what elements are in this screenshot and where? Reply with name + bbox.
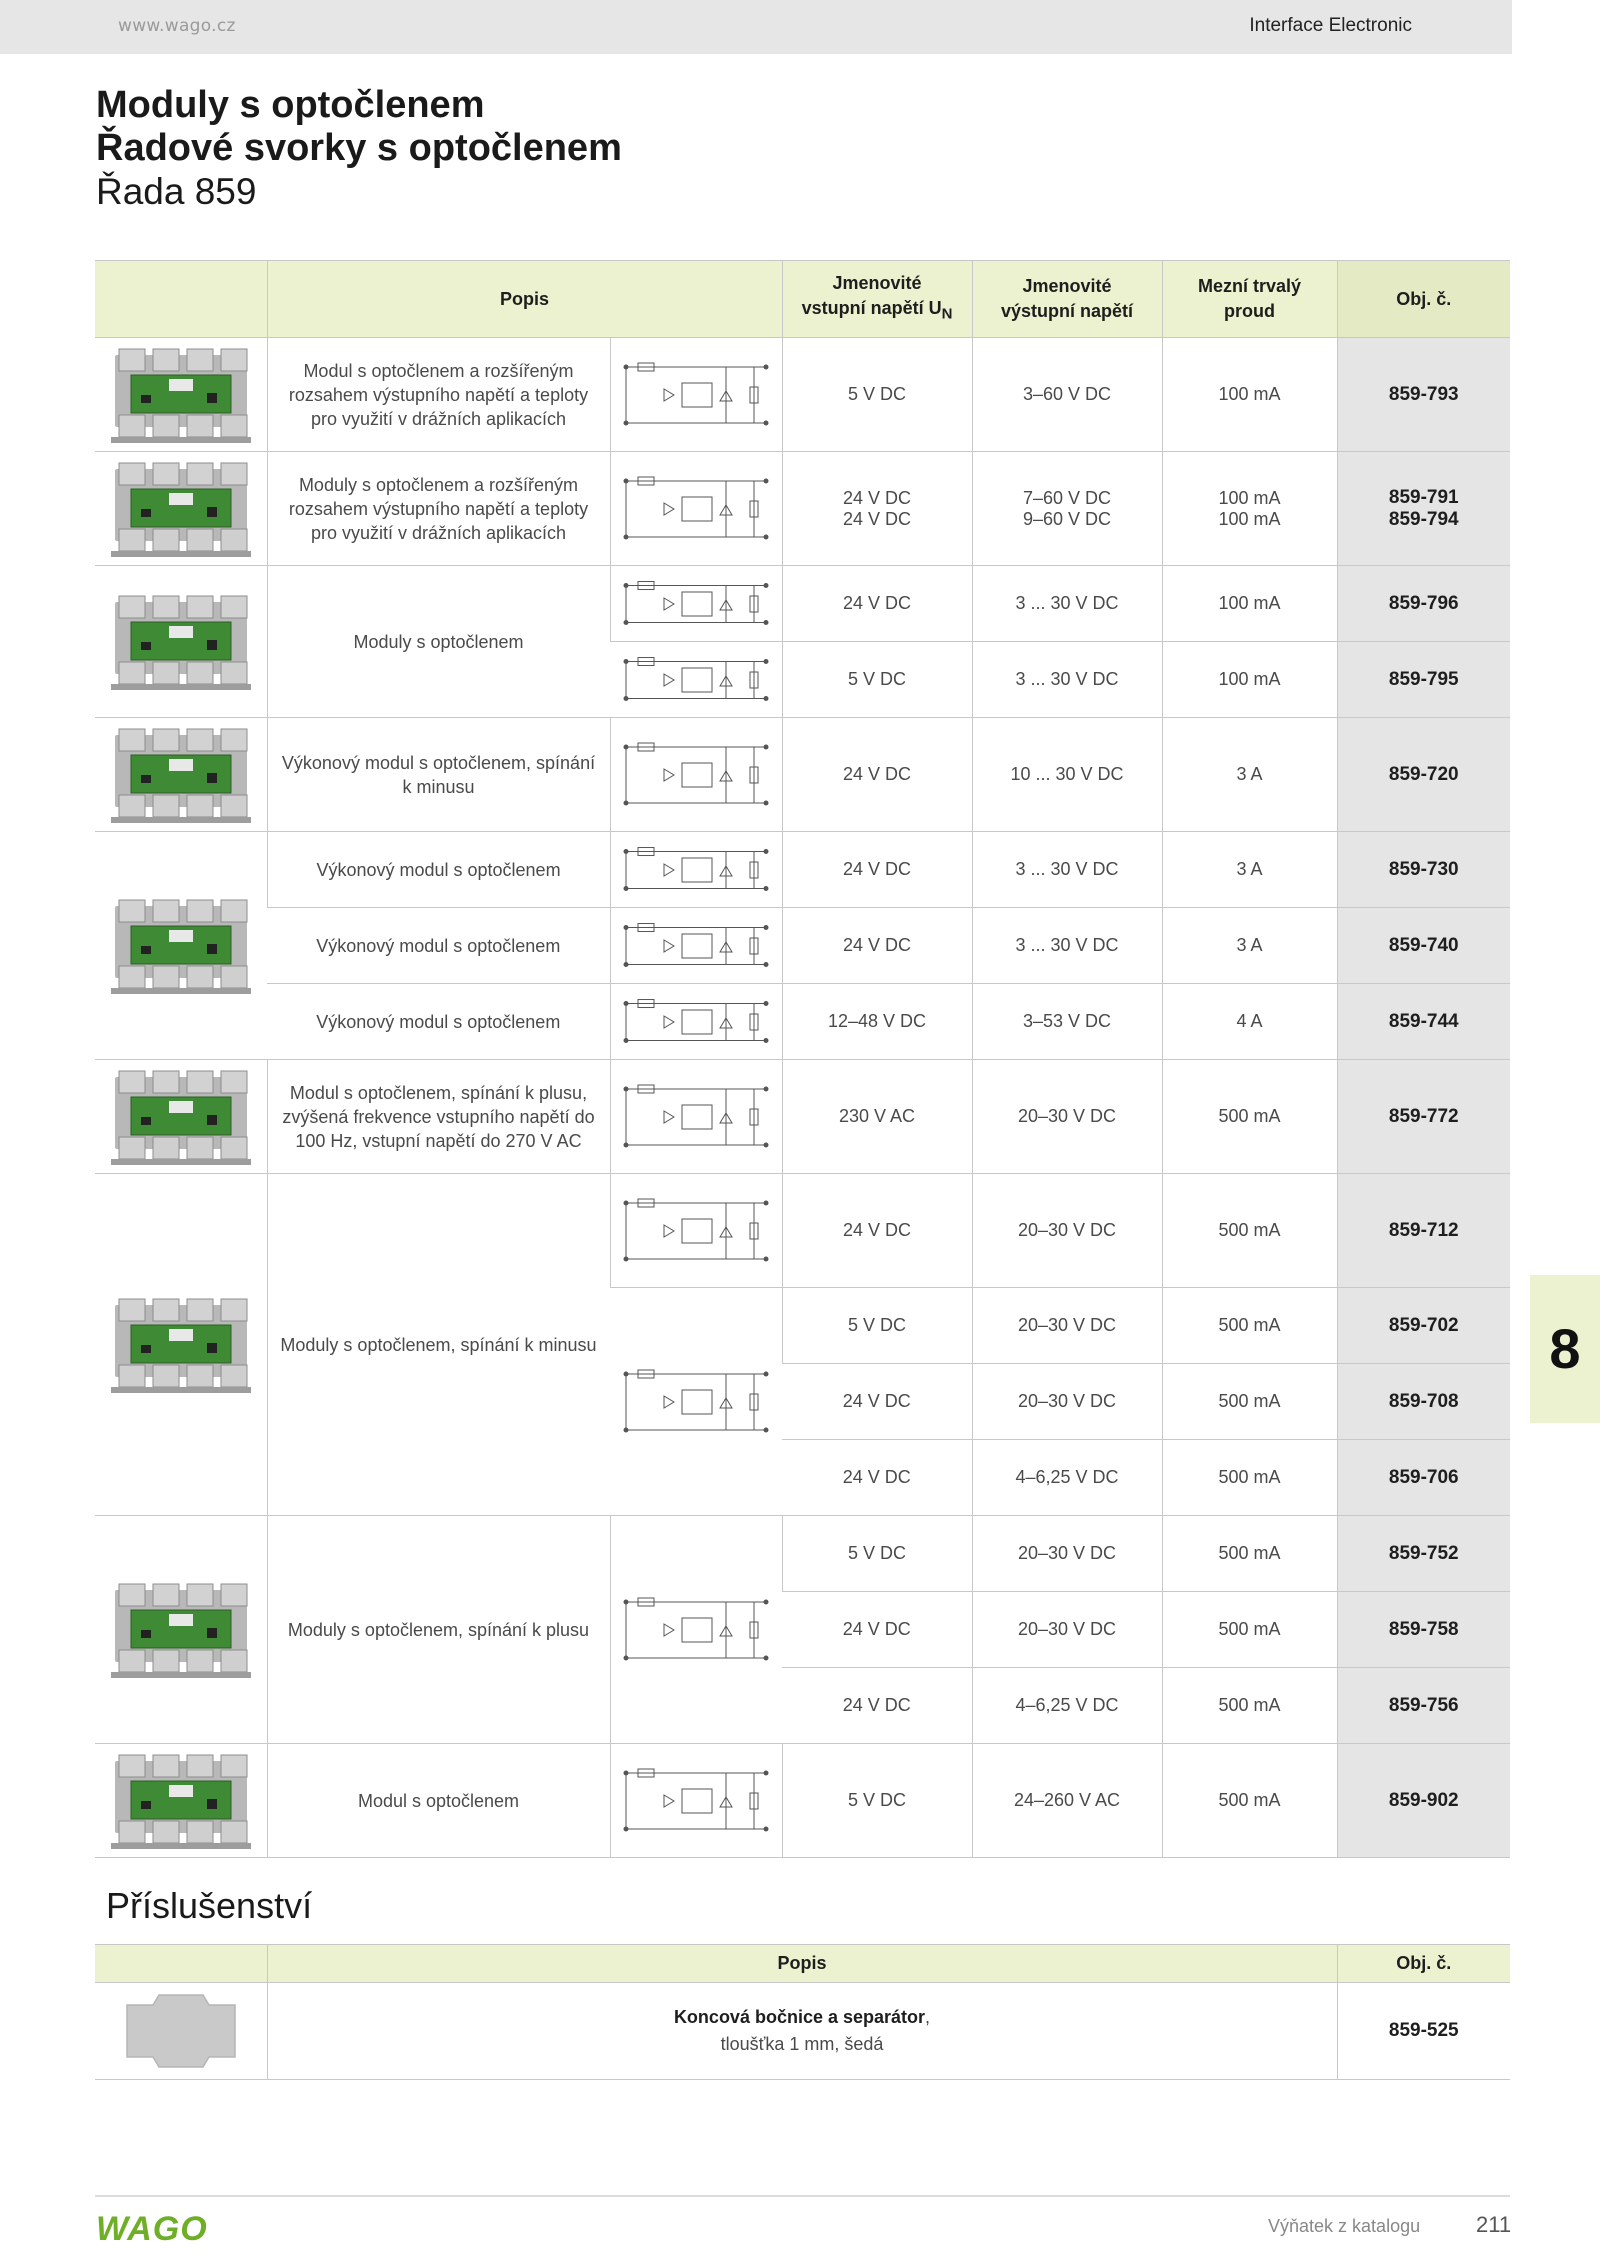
header-current-line1: Mezní trvalý [1197, 276, 1302, 296]
output-voltage: 3 ... 30 V DC [972, 908, 1162, 984]
order-number-b[interactable]: 859-794 [1388, 508, 1459, 530]
current: 500 mA [1162, 1174, 1337, 1288]
current: 500 mA [1162, 1440, 1337, 1516]
current: 100 mA [1162, 338, 1337, 452]
header-description: Popis [267, 261, 782, 338]
row-description: Výkonový modul s optočlenem [267, 832, 610, 908]
wago-logo: WAGO [96, 2210, 208, 2248]
accessories-title: Příslušenství [106, 1885, 313, 1926]
input-voltage: 5 V DC [782, 338, 972, 452]
table-row [95, 908, 1510, 984]
product-image [95, 1516, 267, 1744]
product-table [95, 260, 1510, 1858]
current: 100 mA [1162, 566, 1337, 642]
header-output-voltage [972, 261, 1162, 338]
row-description: Modul s optočlenem [267, 1744, 610, 1858]
header-input-voltage [782, 261, 972, 338]
table-row [95, 452, 1510, 566]
accessories-header-row [95, 1945, 1510, 1983]
section-title: Interface Electronic [1249, 15, 1412, 36]
table-row [95, 1174, 1510, 1288]
order-number[interactable]: 859-902 [1337, 1744, 1510, 1858]
current-a: 100 mA [1218, 487, 1281, 508]
circuit-diagram [610, 642, 782, 718]
current: 500 mA [1162, 1364, 1337, 1440]
row-description: Modul s optočlenem, spínání k plusu, zvýšená frekvence vstupního napětí do 100 Hz, vstupní napětí do 270 V AC [267, 1060, 610, 1174]
series-title: Řada 859 [96, 171, 257, 212]
output-voltage: 3 ... 30 V DC [972, 642, 1162, 718]
output-voltage: 20–30 V DC [972, 1060, 1162, 1174]
circuit-diagram [610, 1174, 782, 1288]
order-number[interactable]: 859-793 [1337, 338, 1510, 452]
circuit-diagram [610, 338, 782, 452]
output-voltage: 4–6,25 V DC [972, 1440, 1162, 1516]
circuit-diagram [610, 566, 782, 642]
acc-header-description: Popis [267, 1945, 1337, 1983]
circuit-diagram [610, 984, 782, 1060]
order-number-a[interactable]: 859-791 [1388, 486, 1459, 508]
page-number: 211 [1476, 2212, 1512, 2237]
input-voltage: 24 V DC [782, 718, 972, 832]
page-subtitle: Řadové svorky s optočlenem [96, 127, 622, 169]
output-voltage: 3–53 V DC [972, 984, 1162, 1060]
current: 3 A [1162, 832, 1337, 908]
top-bar [0, 0, 1512, 54]
output-voltage: 3–60 V DC [972, 338, 1162, 452]
table-row [95, 718, 1510, 832]
product-image [95, 452, 267, 566]
product-image [95, 1744, 267, 1858]
order-number[interactable]: 859-712 [1337, 1174, 1510, 1288]
accessory-row [95, 1983, 1510, 2080]
row-description: Moduly s optočlenem, spínání k minusu [267, 1174, 610, 1516]
acc-header-order: Obj. č. [1337, 1945, 1510, 1983]
input-voltage: 12–48 V DC [782, 984, 972, 1060]
output-voltage [972, 452, 1162, 566]
header-image [95, 261, 267, 338]
output-voltage: 20–30 V DC [972, 1174, 1162, 1288]
header-current [1162, 261, 1337, 338]
order-number[interactable]: 859-795 [1337, 642, 1510, 718]
product-image [95, 832, 267, 1060]
input-voltage-b: 24 V DC [843, 508, 912, 529]
header-output-line1: Jmenovité [1022, 276, 1112, 296]
current-b: 100 mA [1218, 508, 1281, 529]
header-input-line1: Jmenovité [832, 273, 922, 294]
circuit-diagram [610, 1060, 782, 1174]
product-image [95, 338, 267, 452]
row-description: Modul s optočlenem a rozšířeným rozsahem výstupního napětí a teploty pro využití v drážních aplikacích [267, 338, 610, 452]
footer-text: Výňatek z katalogu [1268, 2216, 1421, 2236]
current: 500 mA [1162, 1668, 1337, 1744]
page-title-block [96, 84, 622, 213]
output-voltage: 4–6,25 V DC [972, 1668, 1162, 1744]
input-voltage: 5 V DC [782, 1288, 972, 1364]
input-voltage: 24 V DC [782, 1364, 972, 1440]
output-voltage-b: 9–60 V DC [1022, 508, 1112, 529]
header-input-sub: N [941, 305, 953, 323]
output-voltage: 20–30 V DC [972, 1288, 1162, 1364]
row-description: Moduly s optočlenem [267, 566, 610, 718]
order-number[interactable]: 859-702 [1337, 1288, 1510, 1364]
order-number[interactable]: 859-756 [1337, 1668, 1510, 1744]
current: 500 mA [1162, 1592, 1337, 1668]
product-image [95, 1060, 267, 1174]
table-row [95, 984, 1510, 1060]
current: 100 mA [1162, 642, 1337, 718]
input-voltage: 230 V AC [782, 1060, 972, 1174]
circuit-diagram [610, 1288, 782, 1516]
accessory-image [95, 1983, 267, 2080]
header-order: Obj. č. [1337, 261, 1510, 338]
accessories-table [95, 1944, 1510, 2080]
output-voltage: 20–30 V DC [972, 1516, 1162, 1592]
circuit-diagram [610, 908, 782, 984]
row-description: Výkonový modul s optočlenem [267, 908, 610, 984]
output-voltage-a: 7–60 V DC [1022, 487, 1112, 508]
table-row [95, 566, 1510, 642]
order-number[interactable]: 859-706 [1337, 1440, 1510, 1516]
header-output-line2: výstupní napětí [1001, 301, 1134, 321]
input-voltage: 24 V DC [782, 908, 972, 984]
accessory-name: Koncová bočnice a separátor [673, 2007, 926, 2027]
accessory-detail: tloušťka 1 mm, šedá [720, 2034, 884, 2054]
input-voltage-a: 24 V DC [843, 487, 912, 508]
row-description: Moduly s optočlenem, spínání k plusu [267, 1516, 610, 1744]
order-number[interactable]: 859-720 [1337, 718, 1510, 832]
order-number[interactable]: 859-740 [1337, 908, 1510, 984]
output-voltage: 10 ... 30 V DC [972, 718, 1162, 832]
current: 500 mA [1162, 1060, 1337, 1174]
table-row [95, 1060, 1510, 1174]
footer-divider [95, 2195, 1510, 2197]
accessory-order-number[interactable]: 859-525 [1337, 1983, 1510, 2080]
acc-header-image [95, 1945, 267, 1983]
order-number[interactable]: 859-744 [1337, 984, 1510, 1060]
site-url[interactable]: www.wago.cz [118, 16, 236, 36]
current: 4 A [1162, 984, 1337, 1060]
output-voltage: 20–30 V DC [972, 1364, 1162, 1440]
circuit-diagram [610, 832, 782, 908]
order-number[interactable]: 859-708 [1337, 1364, 1510, 1440]
chapter-tab[interactable]: 8 [1530, 1275, 1600, 1423]
circuit-diagram [610, 1744, 782, 1858]
order-number[interactable]: 859-796 [1337, 566, 1510, 642]
table-header-row [95, 261, 1510, 338]
row-description: Moduly s optočlenem a rozšířeným rozsahem výstupního napětí a teploty pro využití v drážních aplikacích [267, 452, 610, 566]
header-input-line2: vstupní napětí U [801, 298, 942, 319]
row-description: Výkonový modul s optočlenem [267, 984, 610, 1060]
input-voltage: 24 V DC [782, 1174, 972, 1288]
product-image [95, 1174, 267, 1516]
input-voltage: 5 V DC [782, 642, 972, 718]
current: 500 mA [1162, 1516, 1337, 1592]
input-voltage [782, 452, 972, 566]
input-voltage: 5 V DC [782, 1516, 972, 1592]
input-voltage: 24 V DC [782, 832, 972, 908]
circuit-diagram [610, 1516, 782, 1744]
order-number[interactable]: 859-752 [1337, 1516, 1510, 1592]
output-voltage: 20–30 V DC [972, 1592, 1162, 1668]
circuit-diagram [610, 718, 782, 832]
row-description: Výkonový modul s optočlenem, spínání k minusu [267, 718, 610, 832]
order-number[interactable]: 859-758 [1337, 1592, 1510, 1668]
output-voltage: 24–260 V AC [972, 1744, 1162, 1858]
input-voltage: 24 V DC [782, 566, 972, 642]
current: 500 mA [1162, 1744, 1337, 1858]
input-voltage: 24 V DC [782, 1592, 972, 1668]
output-voltage: 3 ... 30 V DC [972, 832, 1162, 908]
circuit-diagram [610, 452, 782, 566]
table-row [95, 832, 1510, 908]
output-voltage: 3 ... 30 V DC [972, 566, 1162, 642]
order-number[interactable]: 859-730 [1337, 832, 1510, 908]
order-number[interactable] [1337, 452, 1510, 566]
current [1162, 452, 1337, 566]
order-number[interactable]: 859-772 [1337, 1060, 1510, 1174]
current: 3 A [1162, 718, 1337, 832]
table-row [95, 1744, 1510, 1858]
input-voltage: 5 V DC [782, 1744, 972, 1858]
table-row [95, 338, 1510, 452]
product-image [95, 566, 267, 718]
input-voltage: 24 V DC [782, 1440, 972, 1516]
accessory-description [267, 1983, 1337, 2080]
current: 500 mA [1162, 1288, 1337, 1364]
header-current-line2: proud [1224, 301, 1276, 321]
input-voltage: 24 V DC [782, 1668, 972, 1744]
page-title: Moduly s optočlenem [96, 84, 485, 126]
product-image [95, 718, 267, 832]
table-row [95, 1516, 1510, 1592]
current: 3 A [1162, 908, 1337, 984]
accessory-name-suffix: , [925, 2007, 931, 2027]
